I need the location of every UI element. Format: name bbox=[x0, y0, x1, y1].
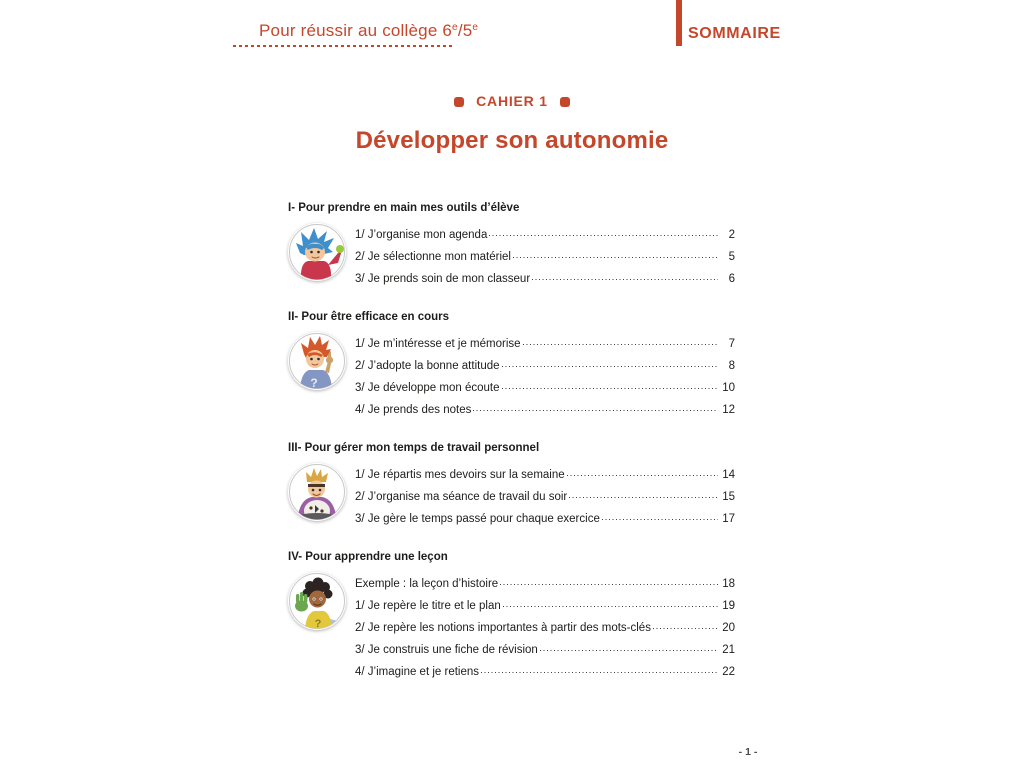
toc-entry-page-number: 17 bbox=[722, 513, 735, 525]
toc-entry bbox=[355, 398, 735, 420]
toc-entry bbox=[355, 572, 735, 594]
toc-entry-page-number: 14 bbox=[722, 469, 735, 481]
booklet-title-base: Pour réussir au collège 6 bbox=[259, 21, 453, 40]
toc-entry bbox=[355, 354, 735, 376]
toc-entry-label: 4/ Je prends des notes bbox=[355, 404, 472, 416]
table-of-contents bbox=[288, 202, 735, 704]
cahier-banner bbox=[0, 93, 1024, 109]
toc-section-heading: IV- Pour apprendre une leçon bbox=[288, 551, 448, 563]
toc-entry-label: 1/ Je répartis mes devoirs sur la semaine bbox=[355, 469, 565, 481]
blond-hair-boy-avatar bbox=[288, 463, 346, 521]
booklet-title-sup: e bbox=[452, 22, 458, 33]
dot-leader bbox=[523, 332, 718, 347]
toc-entry-label: 1/ Je repère le titre et le plan bbox=[355, 600, 501, 612]
dot-leader bbox=[569, 485, 718, 500]
square-bullet-icon bbox=[454, 97, 464, 107]
curly-hair-girl-avatar bbox=[288, 572, 346, 630]
toc-entry bbox=[355, 463, 735, 485]
toc-section bbox=[288, 442, 735, 529]
sommaire-accent-bar bbox=[676, 0, 682, 46]
toc-entry-page-number: 19 bbox=[722, 600, 735, 612]
page-title: Développer son autonomie bbox=[355, 127, 669, 154]
toc-section-items bbox=[355, 223, 735, 289]
toc-entry-label: 1/ Je m’intéresse et je mémorise bbox=[355, 338, 521, 350]
toc-entry-page-number: 20 bbox=[722, 622, 735, 634]
toc-entry bbox=[355, 594, 735, 616]
dot-leader bbox=[473, 398, 718, 413]
toc-entry-page-number: 12 bbox=[722, 404, 735, 416]
toc-section-items bbox=[355, 572, 735, 682]
booklet-title-mid: /5 bbox=[457, 21, 473, 40]
toc-entry bbox=[355, 376, 735, 398]
toc-entry-page-number: 2 bbox=[728, 229, 735, 241]
dot-leader bbox=[567, 463, 718, 478]
cahier-label: CAHIER 1 bbox=[476, 93, 548, 109]
toc-entry bbox=[355, 245, 735, 267]
toc-entry-label: 1/ J’organise mon agenda bbox=[355, 229, 488, 241]
toc-entry-label: 2/ J’adopte la bonne attitude bbox=[355, 360, 500, 372]
toc-entry bbox=[355, 223, 735, 245]
dot-leader bbox=[513, 245, 718, 260]
toc-entry-page-number: 21 bbox=[722, 644, 735, 656]
toc-entry-page-number: 10 bbox=[722, 382, 735, 394]
toc-section bbox=[288, 311, 735, 420]
toc-section-heading: II- Pour être efficace en cours bbox=[288, 311, 450, 323]
toc-entry bbox=[355, 616, 735, 638]
dot-leader bbox=[500, 572, 718, 587]
dot-leader bbox=[653, 616, 718, 631]
toc-entry-label: Exemple : la leçon d’histoire bbox=[355, 578, 499, 590]
toc-entry-page-number: 18 bbox=[722, 578, 735, 590]
dashed-underline bbox=[233, 45, 454, 47]
toc-entry bbox=[355, 332, 735, 354]
booklet-title-sup: e bbox=[472, 22, 479, 33]
dot-leader bbox=[503, 594, 718, 609]
square-bullet-icon bbox=[560, 97, 570, 107]
toc-section-heading: I- Pour prendre en main mes outils d’élève bbox=[288, 202, 520, 214]
toc-entry-label: 3/ Je construis une fiche de révision bbox=[355, 644, 538, 656]
dot-leader bbox=[481, 660, 718, 675]
sommaire-heading: SOMMAIRE bbox=[688, 25, 781, 42]
toc-entry-label: 3/ Je gère le temps passé pour chaque exercice bbox=[355, 513, 600, 525]
toc-entry-page-number: 8 bbox=[728, 360, 735, 372]
toc-entry bbox=[355, 267, 735, 289]
dot-leader bbox=[540, 638, 718, 653]
toc-section-heading: III- Pour gérer mon temps de travail personnel bbox=[288, 442, 540, 454]
toc-entry bbox=[355, 507, 735, 529]
orange-hair-boy-avatar bbox=[288, 332, 346, 390]
toc-entry-page-number: 7 bbox=[728, 338, 735, 350]
toc-entry-label: 3/ Je prends soin de mon classeur bbox=[355, 273, 531, 285]
toc-entry-label: 3/ Je développe mon écoute bbox=[355, 382, 500, 394]
dot-leader bbox=[602, 507, 718, 522]
toc-entry-label: 2/ J’organise ma séance de travail du soir bbox=[355, 491, 568, 503]
toc-section-items bbox=[355, 332, 735, 420]
toc-entry-page-number: 15 bbox=[722, 491, 735, 503]
toc-section-items bbox=[355, 463, 735, 529]
dot-leader bbox=[489, 223, 718, 238]
toc-section bbox=[288, 551, 735, 682]
blue-hair-boy-avatar bbox=[288, 223, 346, 281]
toc-entry-label: 2/ Je sélectionne mon matériel bbox=[355, 251, 511, 263]
dot-leader bbox=[502, 354, 718, 369]
booklet-title bbox=[259, 21, 478, 41]
toc-entry-label: 2/ Je repère les notions importantes à partir des mots-clés bbox=[355, 622, 651, 634]
toc-entry-page-number: 6 bbox=[728, 273, 735, 285]
toc-entry bbox=[355, 485, 735, 507]
dot-leader bbox=[532, 267, 718, 282]
toc-entry bbox=[355, 638, 735, 660]
page-number: - 1 - bbox=[738, 746, 758, 758]
toc-section bbox=[288, 202, 735, 289]
dot-leader bbox=[502, 376, 719, 391]
toc-entry-page-number: 22 bbox=[722, 666, 735, 678]
toc-entry bbox=[355, 660, 735, 682]
toc-entry-page-number: 5 bbox=[728, 251, 735, 263]
toc-entry-label: 4/ J’imagine et je retiens bbox=[355, 666, 480, 678]
